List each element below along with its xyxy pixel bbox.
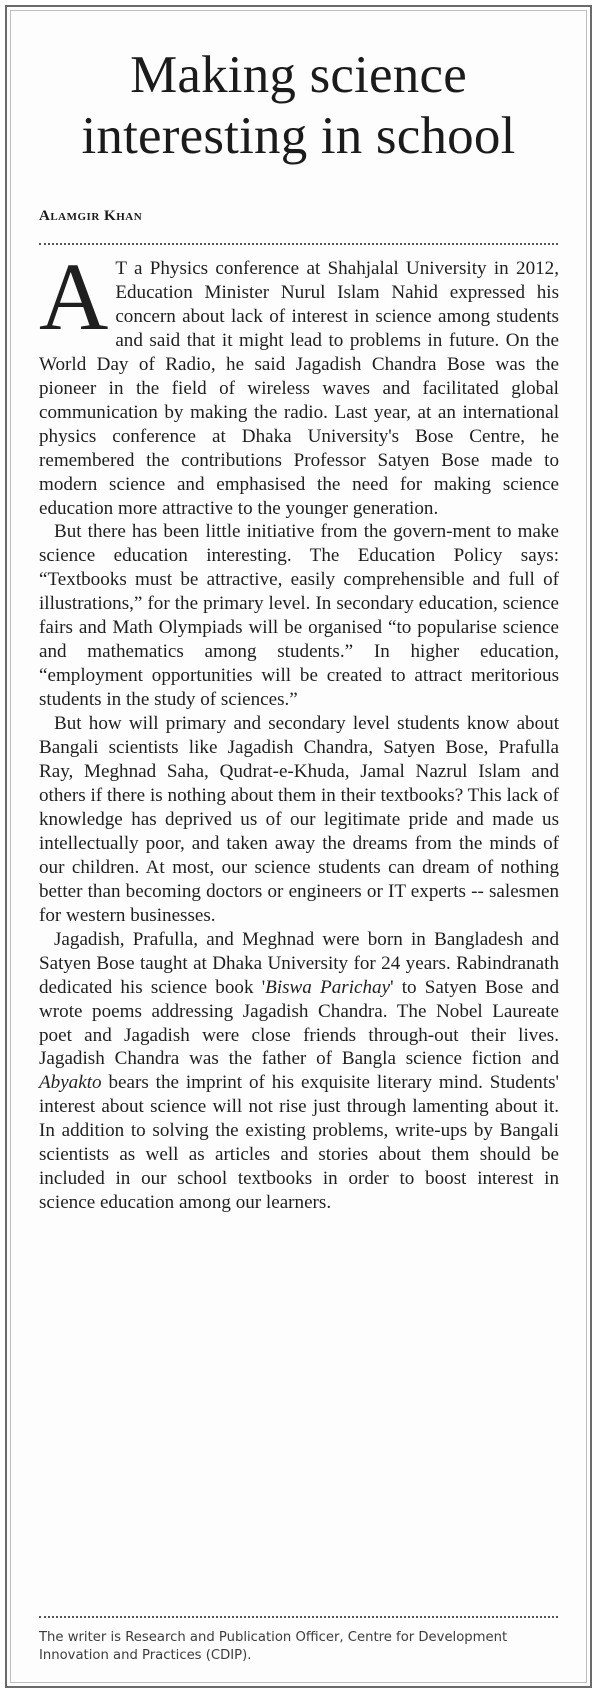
paragraph-1: [39, 243, 559, 520]
title-line-1: Making science: [130, 46, 467, 104]
paragraph-4-part-3: bears the imprint of his exquisite literary mind. Students' interest about science will not rise just through lamenting about it. In addition to solving the existing problems, write-ups by Bangali scientists as well as articles and stories about them should be included in our school textbooks in order to boost interest in science education among our learners.: [39, 1072, 559, 1214]
article-frame: [5, 5, 592, 1688]
drop-cap: A: [39, 243, 109, 350]
paragraph-1-text: T a Physics conference at Shahjalal University in 2012, Education Minister Nurul Islam Nahid expressed his concern about lack of interest in science among students and said that it might lead to problems in future. On the World Day of Radio, he said Jagadish Chandra Bose was the pioneer in the field of wireless waves and facilitated global communication by making the radio. Last year, at an international physics conference at Dhaka University's Bose Centre, he remembered the contributions Professor Satyen Bose made to modern science and emphasised the need for making science education more attractive to the younger generation.: [39, 258, 559, 519]
book-title-biswa-parichay: Biswa Parichay: [265, 976, 391, 998]
top-dotted-divider: [39, 243, 558, 245]
bottom-dotted-divider: [39, 1616, 558, 1618]
paragraph-4-part-2: ' to Satyen Bose and wrote poems addressing Jagadish Chandra. The Nobel Laureate poet and Jagadish were close friends through-out their lives. Jagadish Chandra was the father of Bangla science fiction and: [39, 976, 559, 1070]
paragraph-2: But there has been little initiative from the govern-ment to make science education interesting. The Education Policy says: “Textbooks must be attractive, easily comprehensible and full of illustrations,” for the primary level. In secondary education, science fairs and Math Olympiads will be organised “to popularise science and mathematics among students.” In higher education, “employment opportunities will be created to attract meritorious students in the study of sciences.”: [39, 521, 559, 711]
author-byline: Alamgir Khan: [39, 208, 143, 224]
article-body: [39, 243, 559, 1215]
author-footnote: The writer is Research and Publication Officer, Centre for Development Innovation and Practices (CDIP).: [39, 1630, 508, 1663]
paragraph-4: [39, 928, 559, 1215]
paragraph-4-part-1: Jagadish, Prafulla, and Meghnad were born in Bangladesh and Satyen Bose taught at Dhaka University for 24 years. Rabindranath dedicated his science book ': [39, 928, 559, 998]
article-title: [7, 45, 590, 167]
book-title-abyakto: Abyakto: [39, 1072, 102, 1094]
paragraph-3: But how will primary and secondary level students know about Bangali scientists like Jagadish Chandra, Satyen Bose, Prafulla Ray, Meghnad Saha, Qudrat-e-Khuda, Jamal Nazrul Islam and others if there is nothing about them in their textbooks? This lack of knowledge has deprived us of our legitimate pride and made us intellectually poor, and taken away the dreams from the minds of our children. At most, our science students can dream of nothing better than becoming doctors or engineers or IT experts -- salesmen for western businesses.: [39, 713, 559, 926]
title-line-2: interesting in school: [81, 107, 516, 165]
